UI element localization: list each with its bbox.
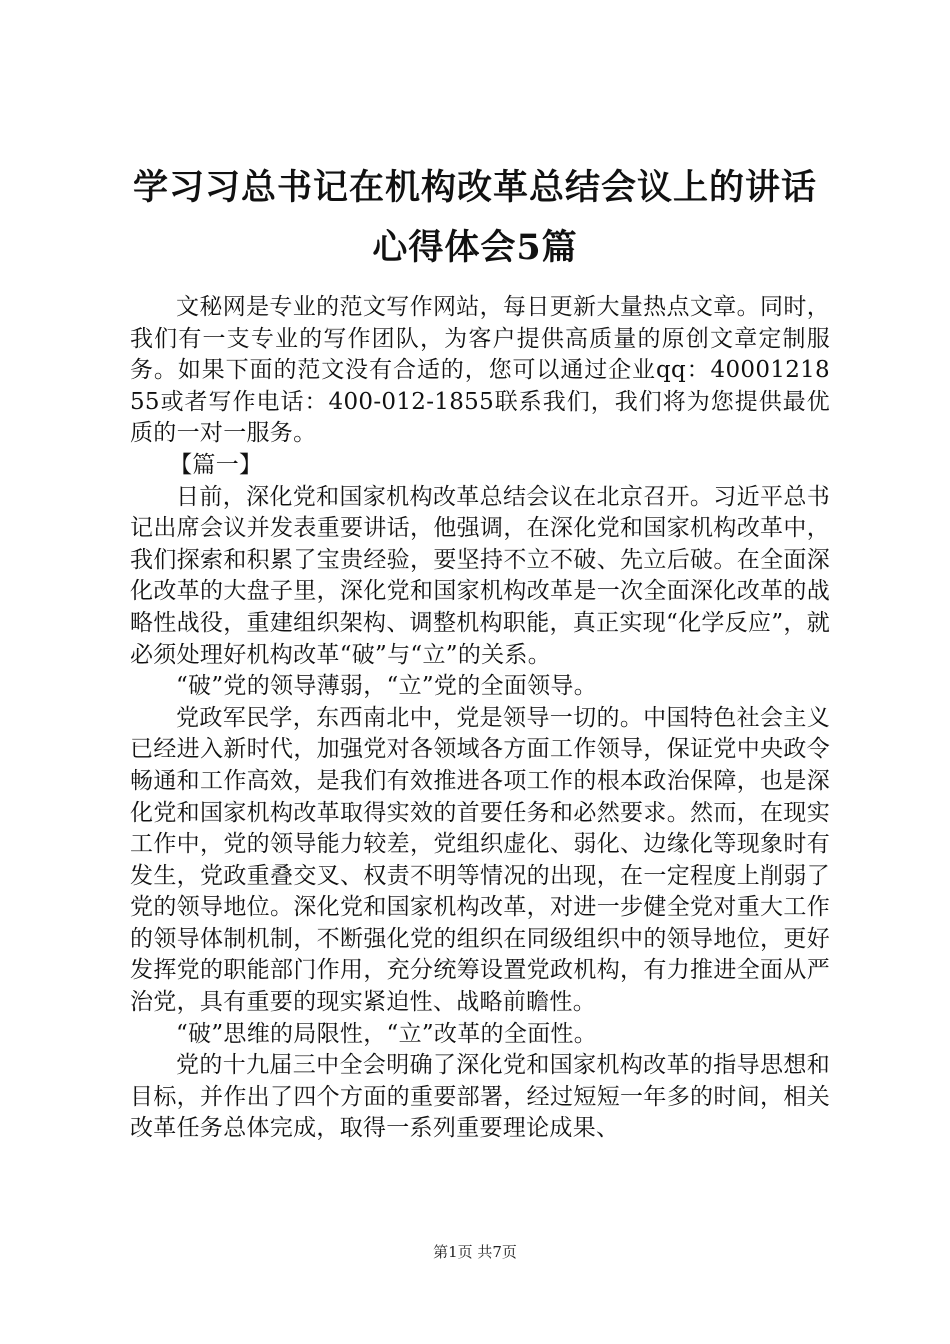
intro-paragraph: 文秘网是专业的范文写作网站，每日更新大量热点文章。同时，我们有一支专业的写作团队，为客户提供高质量的原创文章定制服务。如果下面的范文没有合适的，您可以通过企业qq：4000121855或者写作电话：400-012-1855联系我们，我们将为您提供最优质的一对一服务。 [130,294,830,447]
document-title: 学习习总书记在机构改革总结会议上的讲话心得体会5篇 [132,167,817,268]
document-body [130,292,830,1145]
body-paragraph: 党的十九届三中全会明确了深化党和国家机构改革的指导思想和目标，并作出了四个方面的重要部署，经过短短一年多的时间，相关改革任务总体完成，取得一系列重要理论成果、 [130,1052,830,1142]
section-heading: 【篇一】 [169,451,263,478]
body-paragraph: 党政军民学，东西南北中，党是领导一切的。中国特色社会主义已经进入新时代，加强党对各领域各方面工作领导，保证党中央政令畅通和工作高效，是我们有效推进各项工作的根本政治保障，也是深化党和国家机构改革取得实效的首要任务和必然要求。然而，在现实工作中，党的领导能力较差，党组织虚化、弱化、边缘化等现象时有发生，党政重叠交叉、权责不明等情况的出现，在一定程度上削弱了党的领导地位。深化党和国家机构改革，对进一步健全党对重大工作的领导体制机制，不断强化党的组织在同级组织中的领导地位，更好发挥党的职能部门作用，充分统筹设置党政机构，有力推进全面从严治党，具有重要的现实紧迫性、战略前瞻性。 [130,704,830,1016]
subheading-paragraph: “破”思维的局限性，“立”改革的全面性。 [176,1020,598,1047]
subheading-paragraph: “破”党的领导薄弱，“立”党的全面领导。 [176,673,598,700]
page-number-footer: 第1页 共7页 [433,1243,517,1261]
body-paragraph: 日前，深化党和国家机构改革总结会议在北京召开。习近平总书记出席会议并发表重要讲话，他强调，在深化党和国家机构改革中，我们探索和积累了宝贵经验，要坚持不立不破、先立后破。在全面深化改革的大盘子里，深化党和国家机构改革是一次全面深化改革的战略性战役，重建组织架构、调整机构职能，真正实现“化学反应”，就必须处理好机构改革“破”与“立”的关系。 [130,483,830,668]
